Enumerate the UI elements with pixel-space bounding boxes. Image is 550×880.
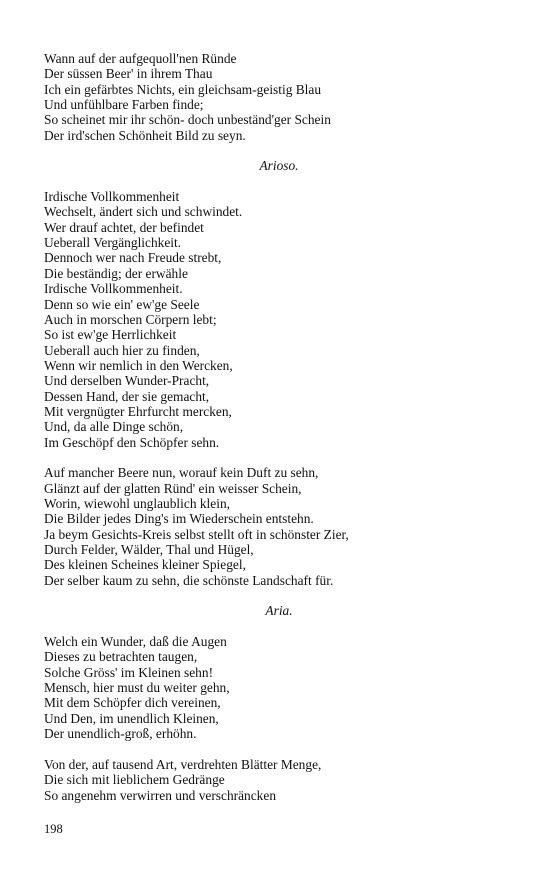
arioso-heading: Arioso.: [259, 158, 299, 174]
verse-line: Dennoch wer nach Freude strebt,: [44, 250, 222, 266]
page-number: 198: [44, 822, 63, 836]
verse-line: Glänzt auf der glatten Ründ' ein weisser Schein,: [44, 480, 302, 496]
verse-line: Irdische Vollkommenheit: [44, 189, 180, 205]
verse-line: Die beständig; der erwähle: [44, 265, 188, 281]
verse-line: Wechselt, ändert sich und schwindet.: [44, 204, 243, 220]
verse-line: So ist ew'ge Herrlichkeit: [44, 327, 177, 343]
verse-line: Irdische Vollkommenheit.: [44, 281, 183, 297]
verse-line: Worin, wiewohl unglaublich klein,: [44, 495, 230, 511]
verse-line: Mensch, hier must du weiter gehn,: [44, 680, 230, 696]
aria-heading: Aria.: [265, 603, 293, 619]
verse-line: Die sich mit lieblichem Gedränge: [44, 772, 225, 788]
stanza-mirror: [44, 465, 514, 588]
verse-line: Dieses zu betrachten taugen,: [44, 649, 198, 665]
stanza-gap: [44, 741, 514, 756]
stanza-gap: [44, 174, 514, 189]
verse-line: So angenehm verwirren und verschräncken: [44, 787, 277, 803]
stanza-arioso: [44, 189, 514, 450]
stanza-gap: [44, 143, 514, 158]
verse-line: Ueberall Vergänglichkeit.: [44, 235, 182, 251]
verse-line: Durch Felder, Wälder, Thal und Hügel,: [44, 542, 254, 557]
stanza-aria: [44, 634, 514, 741]
verse-line: Der süssen Beer' in ihrem Thau: [44, 66, 213, 82]
verse-line: Wann auf der aufgequoll'nen Ründe: [44, 51, 237, 66]
verse-line: Der ird'schen Schönheit Bild zu seyn.: [44, 127, 246, 143]
stanza-leaves: [44, 757, 514, 803]
poem-text: [44, 51, 514, 803]
verse-line: Denn so wie ein' ew'ge Seele: [44, 296, 200, 312]
verse-line: Welch ein Wunder, daß die Augen: [44, 634, 227, 650]
verse-line: Wenn wir nemlich in den Wercken,: [44, 357, 233, 373]
verse-line: Die Bilder jedes Ding's im Wiederschein entstehn.: [44, 511, 314, 527]
verse-line: Im Geschöpf den Schöpfer sehn.: [44, 434, 220, 450]
verse-line: Und unfühlbare Farben finde;: [44, 97, 204, 113]
stanza-gap: [44, 619, 514, 634]
verse-line: Und derselben Wunder-Pracht,: [44, 373, 210, 389]
verse-line: Von der, auf tausend Art, verdrehten Blätter Menge,: [44, 756, 322, 772]
verse-line: Ueberall auch hier zu finden,: [44, 342, 200, 358]
verse-line: Auch in morschen Cörpern lebt;: [44, 311, 217, 327]
verse-line: Der unendlich-groß, erhöhn.: [44, 726, 197, 742]
verse-line: So scheinet mir ihr schön- doch unbeständ'ger Schein: [44, 112, 331, 128]
verse-line: Ja beym Gesichts-Kreis selbst stellt oft in schönster Zier,: [44, 526, 349, 542]
verse-line: Auf mancher Beere nun, worauf kein Duft zu sehn,: [44, 465, 319, 481]
verse-line: Mit vergnügter Ehrfurcht mercken,: [44, 403, 232, 419]
verse-line: Und Den, im unendlich Kleinen,: [44, 710, 219, 726]
verse-line: Der selber kaum zu sehn, die schönste Landschaft für.: [44, 572, 334, 588]
verse-line: Ich ein gefärbtes Nichts, ein gleichsam-geistig Blau: [44, 81, 322, 97]
verse-line: Mit dem Schöpfer dich vereinen,: [44, 695, 221, 711]
verse-line: Wer drauf achtet, der befindet: [44, 219, 204, 235]
stanza-gap: [44, 588, 514, 603]
verse-line: Des kleinen Scheines kleiner Spiegel,: [44, 557, 246, 573]
stanza-gap: [44, 450, 514, 465]
stanza-berry-dew: [44, 51, 514, 143]
verse-line: Und, da alle Dinge schön,: [44, 419, 184, 435]
verse-line: Solche Gröss' im Kleinen sehn!: [44, 664, 214, 680]
verse-line: Dessen Hand, der sie gemacht,: [44, 388, 210, 404]
